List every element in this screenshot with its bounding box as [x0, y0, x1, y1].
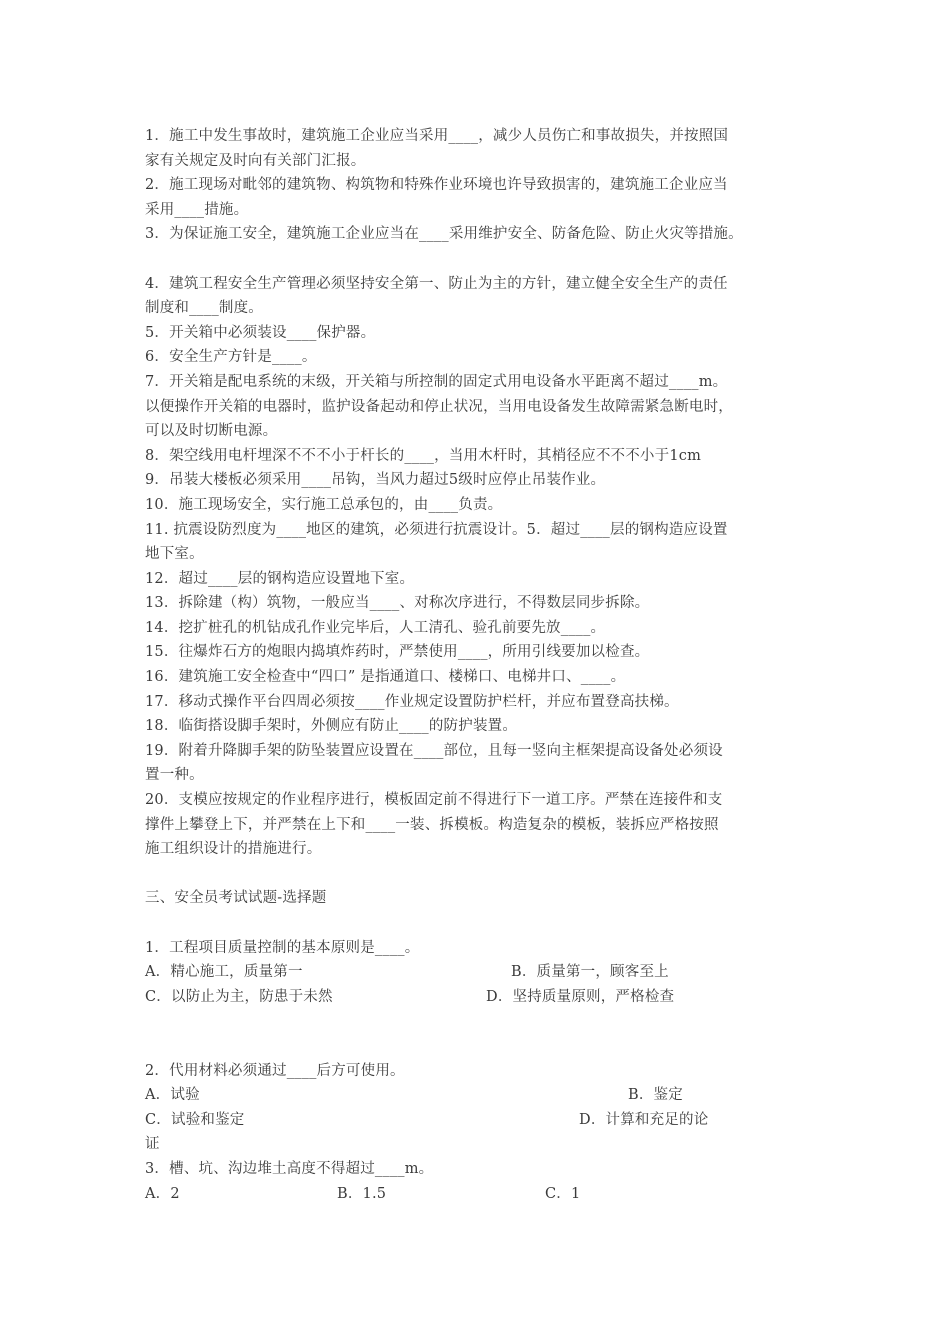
choice-1-option-a: A．精心施工，质量第一 [145, 964, 303, 981]
question-1-line-2: 家有关规定及时向有关部门汇报。 [145, 152, 366, 169]
question-5: 5．开关箱中必须装设____保护器。 [145, 324, 376, 341]
question-16: 16．建筑施工安全检查中“四口” 是指通道口、楼梯口、电梯井口、____。 [145, 669, 626, 686]
question-7-line-2: 以便操作开关箱的电器时，监护设备起动和停止状况，当用电设备发生故障需紧急断电时， [145, 398, 733, 415]
choice-2-options-row-2 [145, 1108, 835, 1133]
question-2-line-1: 2．施工现场对毗邻的建筑物、构筑物和特殊作业环境也许导致损害的，建筑施工企业应当 [145, 177, 728, 194]
question-18: 18．临街搭设脚手架时，外侧应有防止____的防护装置。 [145, 718, 518, 735]
question-1-line-1: 1．施工中发生事故时，建筑施工企业应当采用____，减少人员伤亡和事故损失，并按照国 [145, 128, 729, 144]
question-7-line-3: 可以及时切断电源。 [145, 423, 278, 440]
choice-3-question: 3．槽、坑、沟边堆土高度不得超过____m。 [145, 1160, 434, 1177]
document-body [145, 124, 835, 1206]
question-13: 13．拆除建（构）筑物，一般应当____、对称次序进行，不得数层同步拆除。 [145, 595, 650, 612]
question-2-line-2: 采用____措施。 [145, 201, 249, 218]
question-15: 15．往爆炸石方的炮眼内捣填炸药时，严禁使用____，所用引线要加以检查。 [145, 644, 650, 661]
choice-3-options-row-1 [145, 1182, 835, 1207]
question-11-line-2: 地下室。 [145, 546, 204, 563]
choice-1-option-c: C．以防止为主，防患于未然 [145, 988, 333, 1005]
question-11-line-1: 11. 抗震设防烈度为____地区的建筑，必须进行抗震设计。5．超过____层的钢构造应设置 [145, 521, 728, 538]
question-19-line-2: 置一种。 [145, 767, 204, 784]
question-3-line-1: 3．为保证施工安全，建筑施工企业应当在____采用维护安全、防备危险、防止火灾等措施。 [145, 226, 743, 243]
question-12: 12．超过____层的钢构造应设置地下室。 [145, 570, 415, 587]
blank-line [145, 862, 835, 887]
question-9: 9．吊装大楼板必须采用____吊钩，当风力超过5级时应停止吊装作业。 [145, 472, 606, 489]
choice-2-option-c: C．试验和鉴定 [145, 1111, 245, 1128]
choice-3-option-a: A．2 [145, 1185, 180, 1202]
choice-2-option-d-continued: 证 [145, 1136, 160, 1153]
section-title: 三、安全员考试试题-选择题 [145, 890, 327, 907]
question-19-line-1: 19．附着升降脚手架的防坠装置应设置在____部位，且每一竖向主框架提高设备处必须设 [145, 742, 723, 759]
question-17: 17．移动式操作平台四周必须按____作业规定设置防护栏杆，并应布置登高扶梯。 [145, 693, 679, 710]
question-10: 10．施工现场安全，实行施工总承包的，由____负责。 [145, 496, 503, 513]
question-20-line-2: 撑件上攀登上下，并严禁在上下和____一装、拆模板。构造复杂的模板，装拆应严格按照 [145, 816, 719, 833]
question-4-line-2: 制度和____制度。 [145, 300, 263, 317]
question-7-line-1: 7．开关箱是配电系统的末级，开关箱与所控制的固定式用电设备水平距离不超过____m。 [145, 373, 728, 390]
blank-line [145, 247, 835, 272]
blank-line [145, 911, 835, 936]
choice-1-option-b: B．质量第一，顾客至上 [511, 964, 669, 981]
question-14: 14．挖扩桩孔的机钻成孔作业完毕后，人工清孔、验孔前要先放____。 [145, 619, 606, 636]
choice-2-option-d: D．计算和充足的论 [579, 1111, 709, 1128]
blank-line [145, 1034, 835, 1059]
question-4-line-1: 4．建筑工程安全生产管理必须坚持安全第一、防止为主的方针，建立健全安全生产的责任 [145, 275, 728, 292]
question-20-line-3: 施工组织设计的措施进行。 [145, 841, 322, 858]
choice-2-options-row-1 [145, 1083, 835, 1108]
question-8: 8．架空线用电杆埋深不不不小于杆长的____，当用木杆时，其梢径应不不不小于1cm [145, 447, 702, 464]
choice-2-question: 2．代用材料必须通过____后方可使用。 [145, 1062, 405, 1079]
choice-1-options-row-1 [145, 960, 835, 985]
choice-3-option-b: B．1.5 [337, 1185, 387, 1202]
choice-1-question: 1．工程项目质量控制的基本原则是____。 [145, 939, 420, 956]
choice-1-option-d: D．坚持质量原则，严格检查 [486, 988, 675, 1005]
blank-line [145, 1009, 835, 1034]
choice-1-options-row-2 [145, 985, 835, 1010]
choice-2-option-b: B．鉴定 [628, 1087, 683, 1104]
question-20-line-1: 20．支模应按规定的作业程序进行，模板固定前不得进行下一道工序。严禁在连接件和支 [145, 792, 723, 809]
choice-3-option-c: C．1 [545, 1185, 581, 1202]
question-6: 6．安全生产方针是____。 [145, 349, 317, 366]
choice-2-option-a: A．试验 [145, 1087, 200, 1104]
